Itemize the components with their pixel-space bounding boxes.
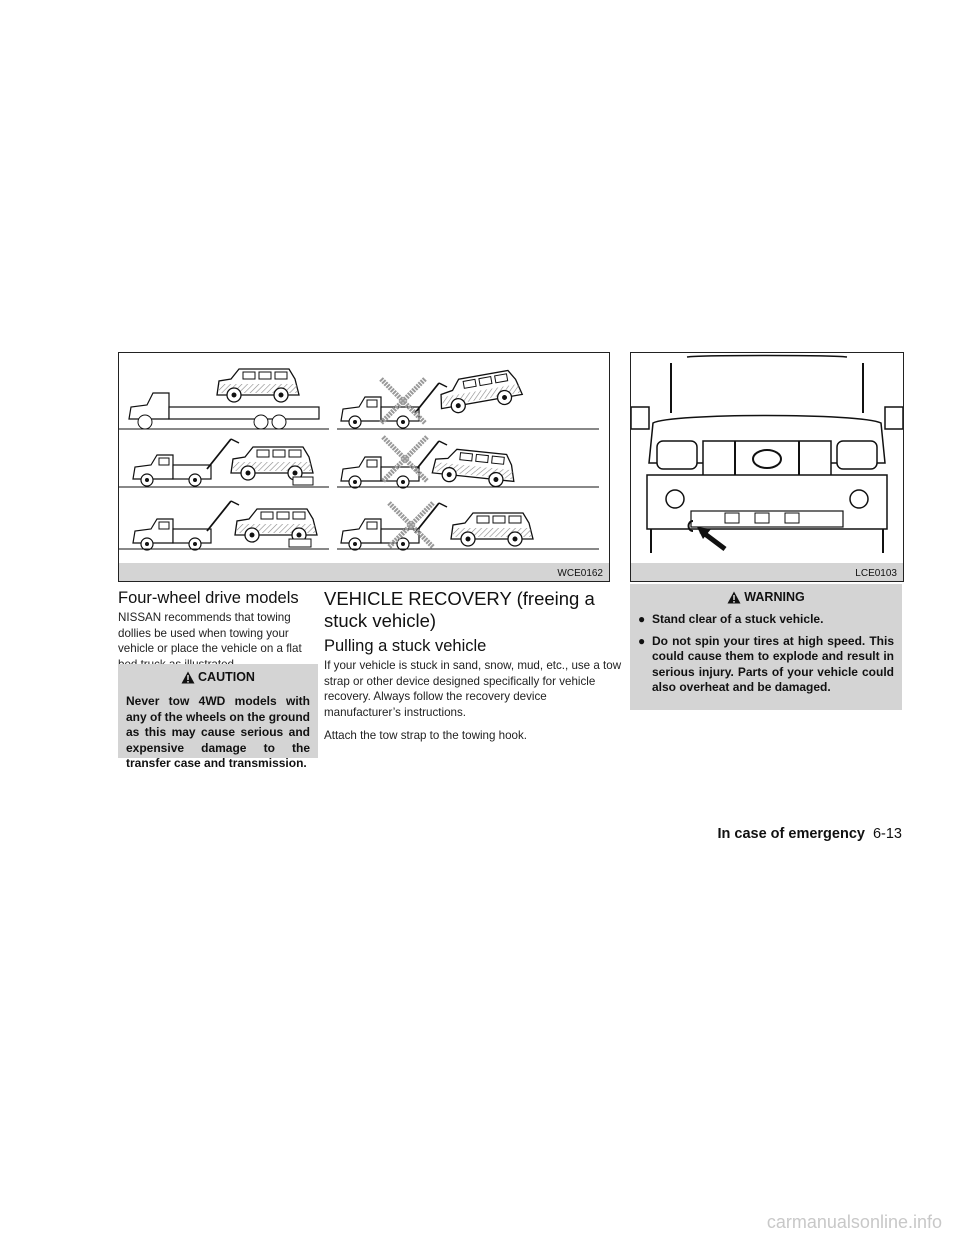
page-number: 6-13 [872,826,902,842]
warning-header [630,584,902,610]
towing-hook-figure [630,352,904,582]
warning-box [630,584,902,710]
warning-item-text: Stand clear of a stuck vehicle. [652,612,824,626]
caution-text: Never tow 4WD models with any of the wheels on the ground as this may cause serious and expensive damage to the transfer case and transmission. [126,694,311,771]
warning-item [638,612,894,628]
caution-box [118,664,318,771]
warning-list [630,610,902,704]
figure-code: LCE0103 [855,568,897,579]
flatbed-truck [129,393,319,429]
pulling-heading: Pulling a stuck vehicle [324,637,487,655]
warning-triangle-icon [727,591,741,604]
figure-caption-bar [119,563,609,581]
bullet: ● [638,633,646,648]
towing-illustration [119,353,609,563]
watermark: carmanualsonline.info [766,1212,942,1232]
warning-item-text: Do not spin your tires at high speed. This could cause them to explode and result in serious injury. Parts of your vehicle could also overheat and be damaged. [652,633,894,695]
vehicle-recovery-heading: VEHICLE RECOVERY (freeing a stuck vehicle) [324,588,595,631]
warning-label: WARNING [744,590,805,604]
vehicle-front-illustration [631,353,903,563]
figure-caption-bar [631,563,903,581]
caution-header [118,664,318,690]
caution-label: CAUTION [198,670,255,684]
figure-code: WCE0162 [557,568,603,579]
footer-section-title: In case of emergency [717,826,865,842]
warning-item [638,634,894,696]
warning-triangle-icon [181,671,195,684]
attach-paragraph: Attach the tow strap to the towing hook. [324,729,528,742]
towing-methods-figure [118,352,610,582]
recovery-paragraph: If your vehicle is stuck in sand, snow, mud, etc., use a tow strap or other device designed specifically for vehicle recovery. Always follow the recovery device manufacturer’s instructions. [324,659,622,719]
page-footer [717,826,902,842]
bullet: ● [638,612,646,626]
section-heading-4wd: Four-wheel drive models [118,589,299,607]
4wd-paragraph: NISSAN recommends that towing dollies be used when towing your vehicle or place the vehicle on a flat [118,611,302,656]
